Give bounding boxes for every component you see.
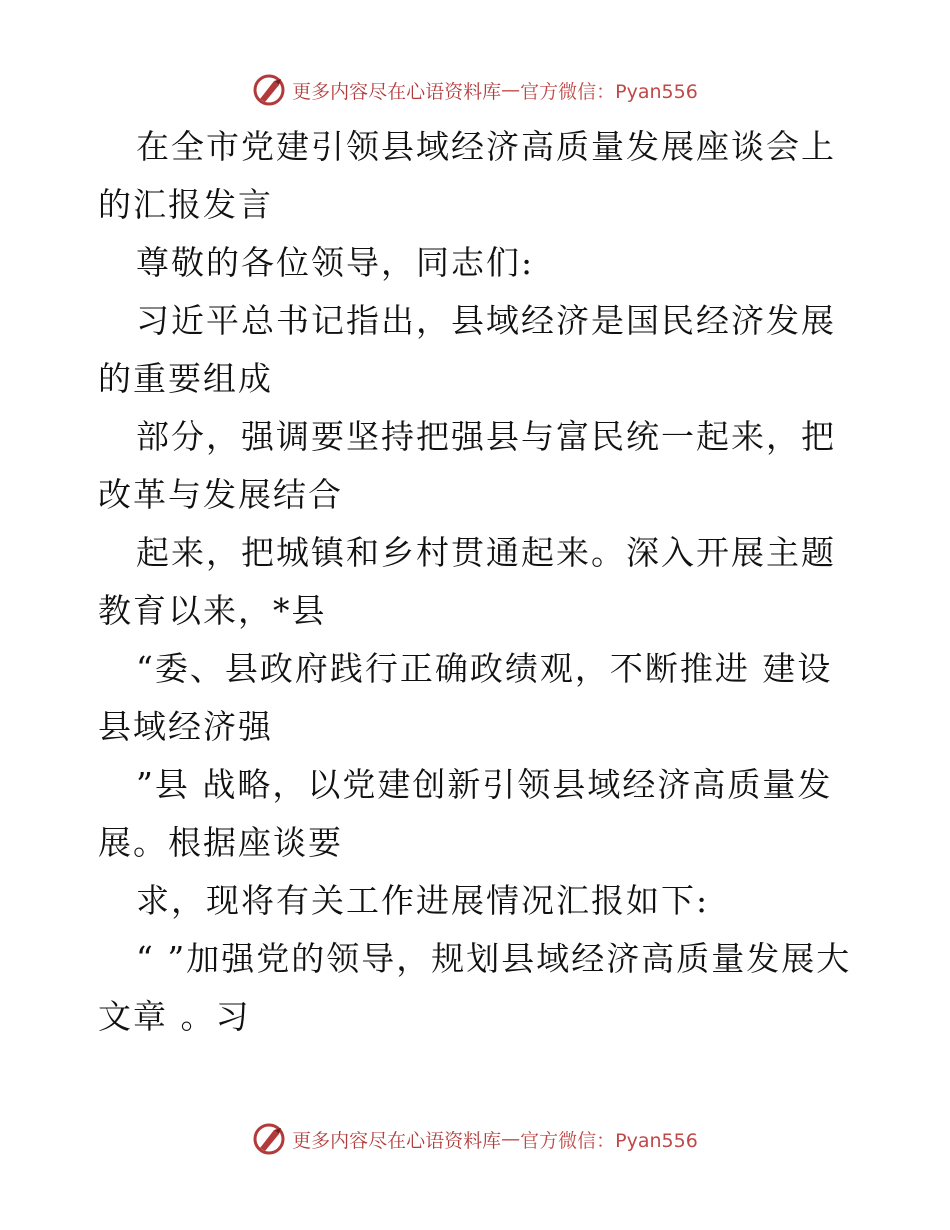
watermark-dash: — (501, 1128, 521, 1150)
watermark-wechat: 官方微信：Pyan556 (520, 80, 698, 103)
watermark-wechat: 官方微信：Pyan556 (520, 1129, 698, 1152)
header-watermark (0, 70, 950, 110)
doc-paragraph: “ ”加强党的领导，规划县域经济高质量发展大文章 。习 (98, 939, 852, 1036)
document-body (98, 118, 858, 1046)
doc-title: 在全市党建引领县域经济高质量发展座谈会上的汇报发言 (98, 127, 836, 224)
doc-paragraph: 习近平总书记指出，县域经济是国民经济发展的重要组成 (98, 301, 836, 398)
watermark-text: 更多内容尽在心语资料库 (292, 80, 502, 103)
doc-paragraph: ”县 战略，以党建创新引领县域经济高质量发展。根据座谈要 (98, 765, 833, 862)
pen-logo-icon (252, 1122, 286, 1156)
watermark-text: 更多内容尽在心语资料库 (292, 1129, 502, 1152)
footer-watermark (0, 1119, 950, 1159)
doc-paragraph: 起来，把城镇和乡村贯通起来。深入开展主题教育以来，*县 (98, 533, 836, 630)
doc-paragraph: 部分，强调要坚持把强县与富民统一起来，把改革与发展结合 (98, 417, 836, 514)
doc-salutation: 尊敬的各位领导，同志们: (136, 243, 535, 282)
doc-paragraph: 求，现将有关工作进展情况汇报如下: (136, 881, 710, 920)
doc-paragraph: “委、县政府践行正确政绩观，不断推进 建设县域经济强 (98, 649, 833, 746)
pen-logo-icon (252, 73, 286, 107)
watermark-dash: — (501, 79, 521, 101)
